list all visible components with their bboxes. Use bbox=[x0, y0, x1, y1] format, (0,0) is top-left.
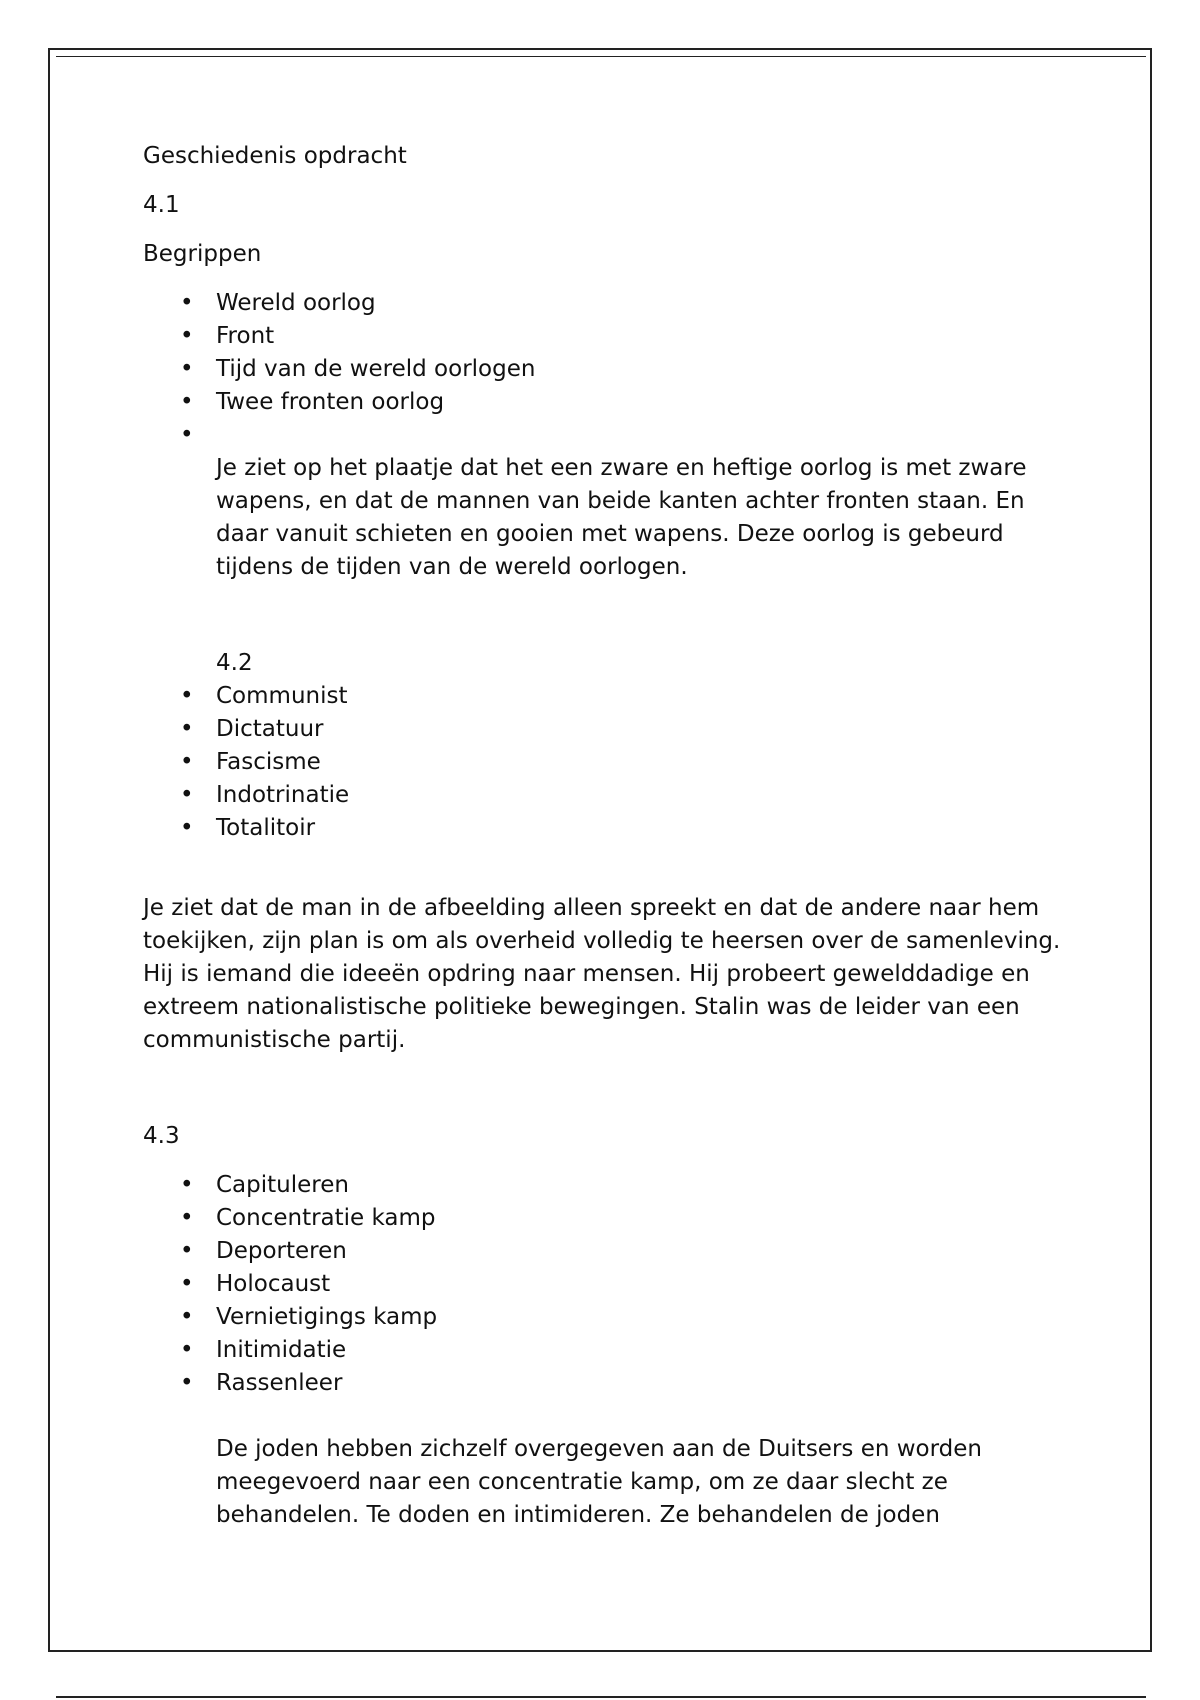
section-heading-4-2: 4.2 bbox=[216, 650, 253, 676]
paragraph-4-1: Je ziet op het plaatje dat het een zware en heftige oorlog is met zware wapens, en dat de mannen van beide kanten achter fronten staan. En daar vanuit schieten en gooien met wapens. Deze oorlog is gebeurd tijdens de tijden van de wereld oorlogen. bbox=[216, 455, 1027, 580]
list-item: • Holocaust bbox=[216, 1268, 1073, 1301]
bullet-icon: • bbox=[180, 356, 194, 382]
bullet-icon: • bbox=[180, 290, 194, 316]
list-item: • Fascisme bbox=[216, 746, 1073, 779]
term-list-4-3 bbox=[143, 1169, 1073, 1400]
page-frame-inner-rule bbox=[56, 56, 1146, 57]
bullet-icon: • bbox=[180, 389, 194, 415]
paragraph-4-2: Je ziet dat de man in de afbeelding alleen spreekt en dat de andere naar hem toekijken, zijn plan is om als overheid volledig te heersen over de samenleving. Hij is iemand die ideeën opdring naar mensen. Hij probeert gewelddadige en extreem nationalistische politieke bewegingen. Stalin was de leider van een communistische partij. bbox=[143, 895, 1061, 1053]
document-body bbox=[143, 140, 1073, 1548]
list-item: • Communist bbox=[216, 680, 1073, 713]
term-list-4-1 bbox=[143, 287, 1073, 452]
bullet-icon: • bbox=[180, 683, 194, 709]
paragraph-4-3: De joden hebben zichzelf overgegeven aan de Duitsers en worden meegevoerd naar een concentratie kamp, om ze daar slecht ze behandelen. Te doden en intimideren. Ze behandelen de joden bbox=[216, 1436, 982, 1528]
bullet-icon: • bbox=[180, 815, 194, 841]
list-item: • Initimidatie bbox=[216, 1334, 1073, 1367]
bullet-icon: • bbox=[180, 422, 194, 448]
document-title: Geschiedenis opdracht bbox=[143, 143, 407, 169]
list-item: • Totalitoir bbox=[216, 812, 1073, 845]
bullet-icon: • bbox=[180, 1337, 194, 1363]
bullet-icon: • bbox=[180, 1205, 194, 1231]
list-item bbox=[180, 419, 1073, 452]
section-subheading: Begrippen bbox=[143, 241, 262, 267]
term-list-4-2 bbox=[143, 680, 1073, 845]
list-item: • Vernietigings kamp bbox=[216, 1301, 1073, 1334]
list-item: • Deporteren bbox=[216, 1235, 1073, 1268]
bullet-icon: • bbox=[180, 782, 194, 808]
list-item: • Tijd van de wereld oorlogen bbox=[216, 353, 1073, 386]
section-heading-4-1: 4.1 bbox=[143, 192, 180, 218]
list-item: • Twee fronten oorlog bbox=[216, 386, 1073, 419]
bullet-icon: • bbox=[180, 1271, 194, 1297]
list-item: • Indotrinatie bbox=[216, 779, 1073, 812]
bullet-icon: • bbox=[180, 1304, 194, 1330]
bullet-icon: • bbox=[180, 1172, 194, 1198]
next-page-rule bbox=[56, 1696, 1146, 1698]
bullet-icon: • bbox=[180, 749, 194, 775]
bullet-icon: • bbox=[180, 1238, 194, 1264]
list-item: • Rassenleer bbox=[216, 1367, 1073, 1400]
bullet-icon: • bbox=[180, 716, 194, 742]
list-item: • Dictatuur bbox=[216, 713, 1073, 746]
list-item: • Wereld oorlog bbox=[216, 287, 1073, 320]
bullet-icon: • bbox=[180, 323, 194, 349]
bullet-icon: • bbox=[180, 1370, 194, 1396]
list-item: • Front bbox=[216, 320, 1073, 353]
list-item: • Concentratie kamp bbox=[216, 1202, 1073, 1235]
section-heading-4-3: 4.3 bbox=[143, 1123, 180, 1149]
list-item: • Capituleren bbox=[216, 1169, 1073, 1202]
